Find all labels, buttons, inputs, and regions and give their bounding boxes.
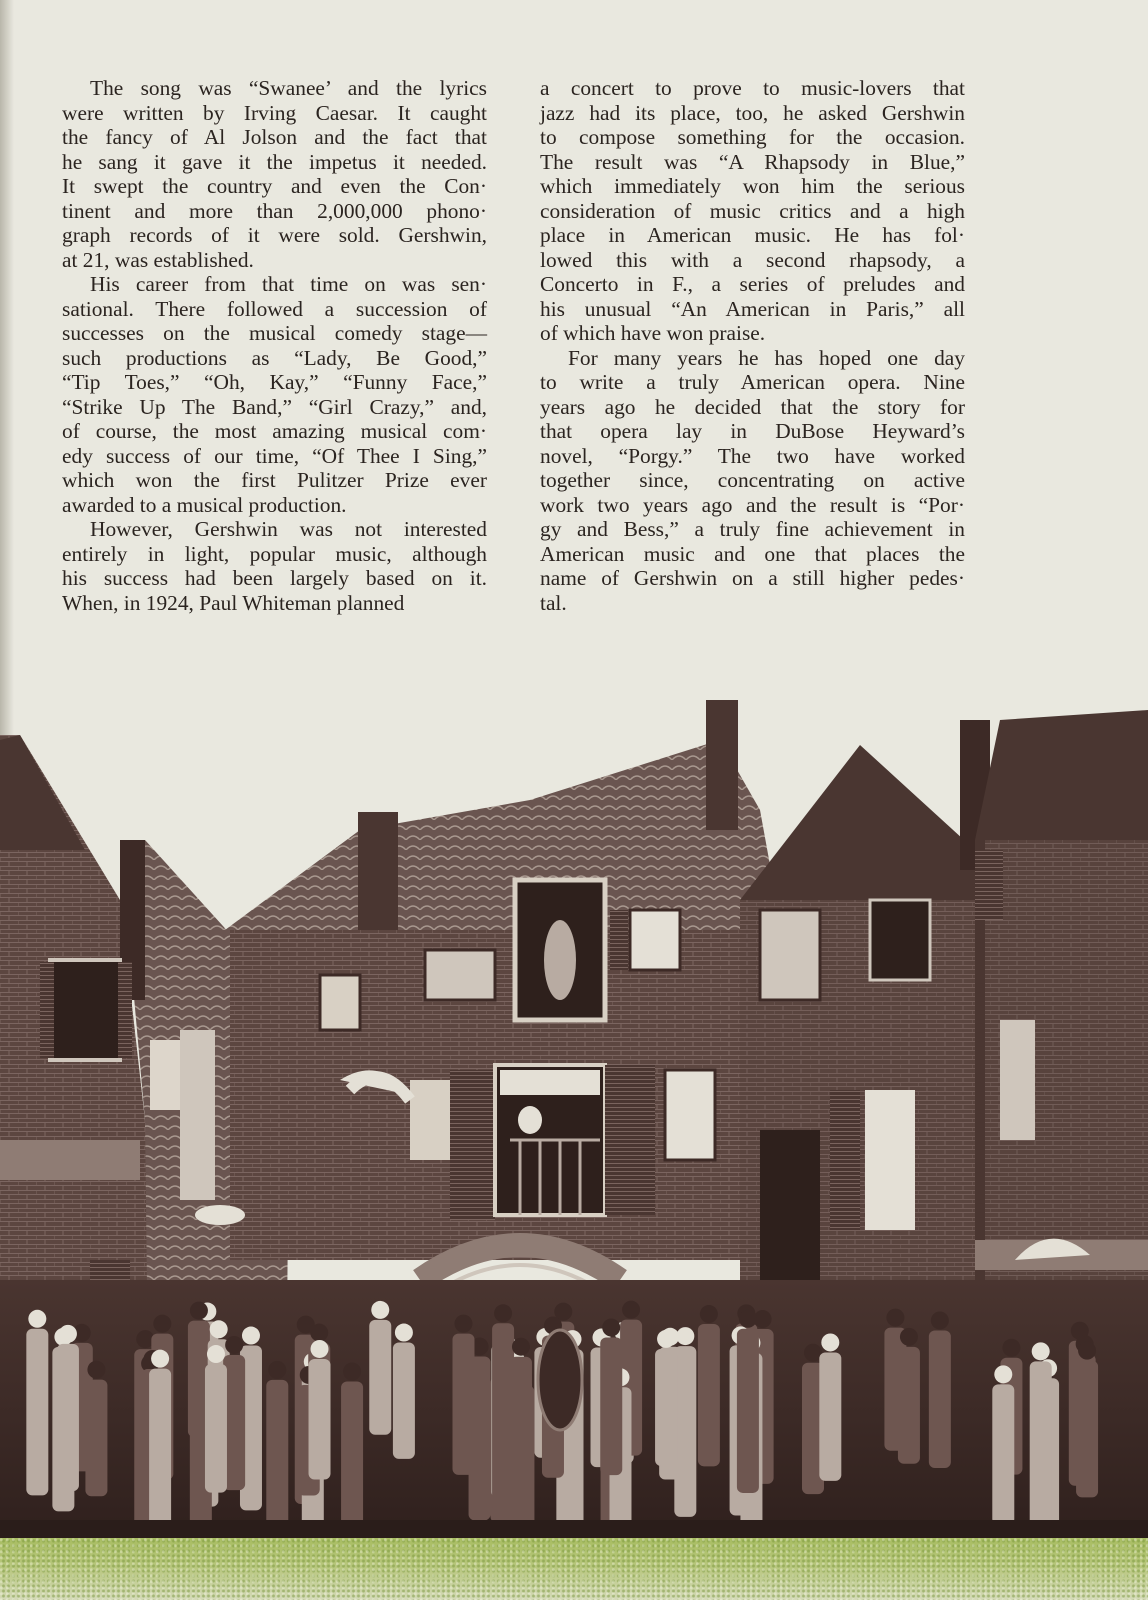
- crowd-figure-head: [900, 1328, 918, 1346]
- crowd-figure-head: [657, 1330, 675, 1348]
- crowd-figure-head: [804, 1344, 822, 1362]
- crowd-figure: [452, 1334, 474, 1475]
- crowd-figure: [1076, 1361, 1098, 1498]
- crowd-figure: [898, 1347, 920, 1464]
- crowd-figure-head: [153, 1315, 171, 1333]
- text-line: which won the first Pulitzer Prize ever: [62, 468, 487, 492]
- crowd-figure: [737, 1329, 759, 1493]
- crowd-figure: [205, 1364, 227, 1493]
- text-line: he sang it gave it the impetus it needed.: [62, 149, 487, 174]
- text-line: His career from that time on was sen·: [90, 272, 487, 296]
- crowd-figure-head: [343, 1363, 361, 1381]
- crowd-figure: [149, 1369, 171, 1526]
- article-column-left: [62, 76, 487, 615]
- crowd-figure-head: [931, 1311, 949, 1329]
- text-line: of which have won praise.: [540, 321, 766, 345]
- crowd-figure-head: [28, 1310, 46, 1328]
- text-line: tal.: [540, 590, 567, 615]
- text-line: tinent and more than 2,000,000 phono·: [62, 198, 487, 223]
- text-line: The song was “Swanee’ and the lyrics: [90, 76, 487, 100]
- crowd-figure-head: [494, 1304, 512, 1322]
- crowd-figure: [85, 1380, 107, 1497]
- crowd-figure-head: [1078, 1342, 1096, 1360]
- text-line: “Tip Toes,” “Oh, Kay,” “Funny Face,”: [62, 370, 487, 394]
- crowd-figure-head: [886, 1309, 904, 1327]
- central-house: [225, 700, 780, 1290]
- crowd-figure-head: [225, 1336, 243, 1354]
- text-line: For many years he has hoped one day: [568, 345, 965, 370]
- text-line: entirely in light, popular music, although: [62, 541, 487, 566]
- crowd-figure-head: [268, 1361, 286, 1379]
- paragraph: [62, 76, 487, 272]
- crowd-figure: [309, 1359, 331, 1480]
- crowd-figure: [26, 1329, 48, 1496]
- paragraph: [62, 272, 487, 517]
- text-line: to compose something for the occasion.: [540, 125, 965, 149]
- crowd-figure-head: [371, 1301, 389, 1319]
- crowd-figure-head: [700, 1305, 718, 1323]
- text-line: years ago he decided that the story for: [540, 394, 965, 419]
- crowd-figure-head: [739, 1310, 757, 1328]
- text-line: together since, concentrating on active: [540, 468, 965, 492]
- green-footer-band: [0, 1538, 1148, 1600]
- crowd-figure-head: [87, 1361, 105, 1379]
- crowd-figure-head: [310, 1324, 328, 1342]
- text-line: gy and Bess,” a truly fine achievement in: [540, 517, 965, 541]
- crowd-figure-head: [602, 1319, 620, 1337]
- text-line: sational. There followed a succession of: [62, 296, 487, 321]
- crowd-figure: [655, 1349, 677, 1466]
- crowd-figure-head: [395, 1324, 413, 1342]
- article-column-right: [540, 76, 965, 615]
- crowd-figure-head: [190, 1302, 208, 1320]
- crowd-figure: [698, 1324, 720, 1466]
- text-line: American music and one that places the: [540, 541, 965, 566]
- text-line: The result was “A Rhapsody in Blue,”: [540, 149, 965, 174]
- text-line: successes on the musical comedy stage—: [62, 321, 487, 345]
- crowd-figure: [57, 1344, 79, 1491]
- crowd-figure-head: [311, 1340, 329, 1358]
- text-line: name of Gershwin on a still higher pedes·: [540, 566, 965, 590]
- crowd-figure-head: [59, 1325, 77, 1343]
- text-line: It swept the country and even the Con·: [62, 174, 487, 198]
- text-line: lowed this with a second rhapsody, a: [540, 247, 965, 272]
- crowd-figure: [266, 1380, 288, 1528]
- text-line: novel, “Porgy.” The two have worked: [540, 443, 965, 468]
- text-line: his unusual “An American in Paris,” all: [540, 296, 965, 321]
- text-line: graph records of it were sold. Gershwin,: [62, 223, 487, 247]
- text-line: which immediately won him the serious: [540, 174, 965, 198]
- text-line: such productions as “Lady, Be Good,”: [62, 345, 487, 370]
- text-line: were written by Irving Caesar. It caught: [62, 100, 487, 125]
- text-line: Concerto in F., a series of preludes and: [540, 272, 965, 296]
- crowd-figure-head: [1002, 1339, 1020, 1357]
- crowd-figure-head: [821, 1333, 839, 1351]
- text-line: “Strike Up The Band,” “Girl Crazy,” and,: [62, 394, 487, 419]
- paragraph: [62, 517, 487, 615]
- crowd-figure: [1030, 1361, 1052, 1534]
- text-line: that opera lay in DuBose Heyward’s: [540, 419, 965, 443]
- crowd-figure: [341, 1382, 363, 1540]
- crowd-figure-head: [622, 1301, 640, 1319]
- stage-set-photograph: [0, 700, 1148, 1540]
- crowd-figure-head: [994, 1365, 1012, 1383]
- crowd-figure: [929, 1330, 951, 1468]
- crowd-figure-head: [210, 1320, 228, 1338]
- text-line: of course, the most amazing musical com·: [62, 419, 487, 443]
- text-line: When, in 1924, Paul Whiteman planned: [62, 590, 405, 615]
- crowd-figure: [674, 1346, 696, 1517]
- text-line: a concert to prove to music-lovers that: [540, 76, 965, 100]
- crowd-figure-head: [676, 1327, 694, 1345]
- crowd-figure: [600, 1338, 622, 1476]
- crowd-figure: [819, 1352, 841, 1480]
- text-line: jazz had its place, too, he asked Gershwin: [540, 100, 965, 125]
- text-line: consideration of music critics and a high: [540, 198, 965, 223]
- crowd-figure: [369, 1320, 391, 1435]
- text-line: at 21, was established.: [62, 247, 254, 272]
- text-line: edy success of our time, “Of Thee I Sing,”: [62, 443, 487, 468]
- crowd-figure-head: [1032, 1342, 1050, 1360]
- text-line: However, Gershwin was not interested: [90, 517, 487, 541]
- crowd-figure-head: [151, 1350, 169, 1368]
- text-line: place in American music. He has fol·: [540, 223, 965, 247]
- text-line: the fancy of Al Jolson and the fact that: [62, 125, 487, 149]
- crowd-figure: [510, 1357, 532, 1539]
- text-line: work two years ago and the result is “Por·: [540, 492, 965, 517]
- crowd-figure-head: [242, 1327, 260, 1345]
- paragraph: [540, 76, 965, 346]
- text-line: his success had been largely based on it.: [62, 566, 487, 590]
- crowd-figure: [992, 1384, 1014, 1525]
- paragraph: [540, 346, 965, 616]
- text-line: to write a truly American opera. Nine: [540, 370, 965, 394]
- crowd-figure-head: [207, 1345, 225, 1363]
- crowd-figure-head: [512, 1338, 530, 1356]
- crowd-figure: [393, 1343, 415, 1459]
- text-line: awarded to a musical production.: [62, 492, 347, 517]
- crowd-figure-head: [454, 1315, 472, 1333]
